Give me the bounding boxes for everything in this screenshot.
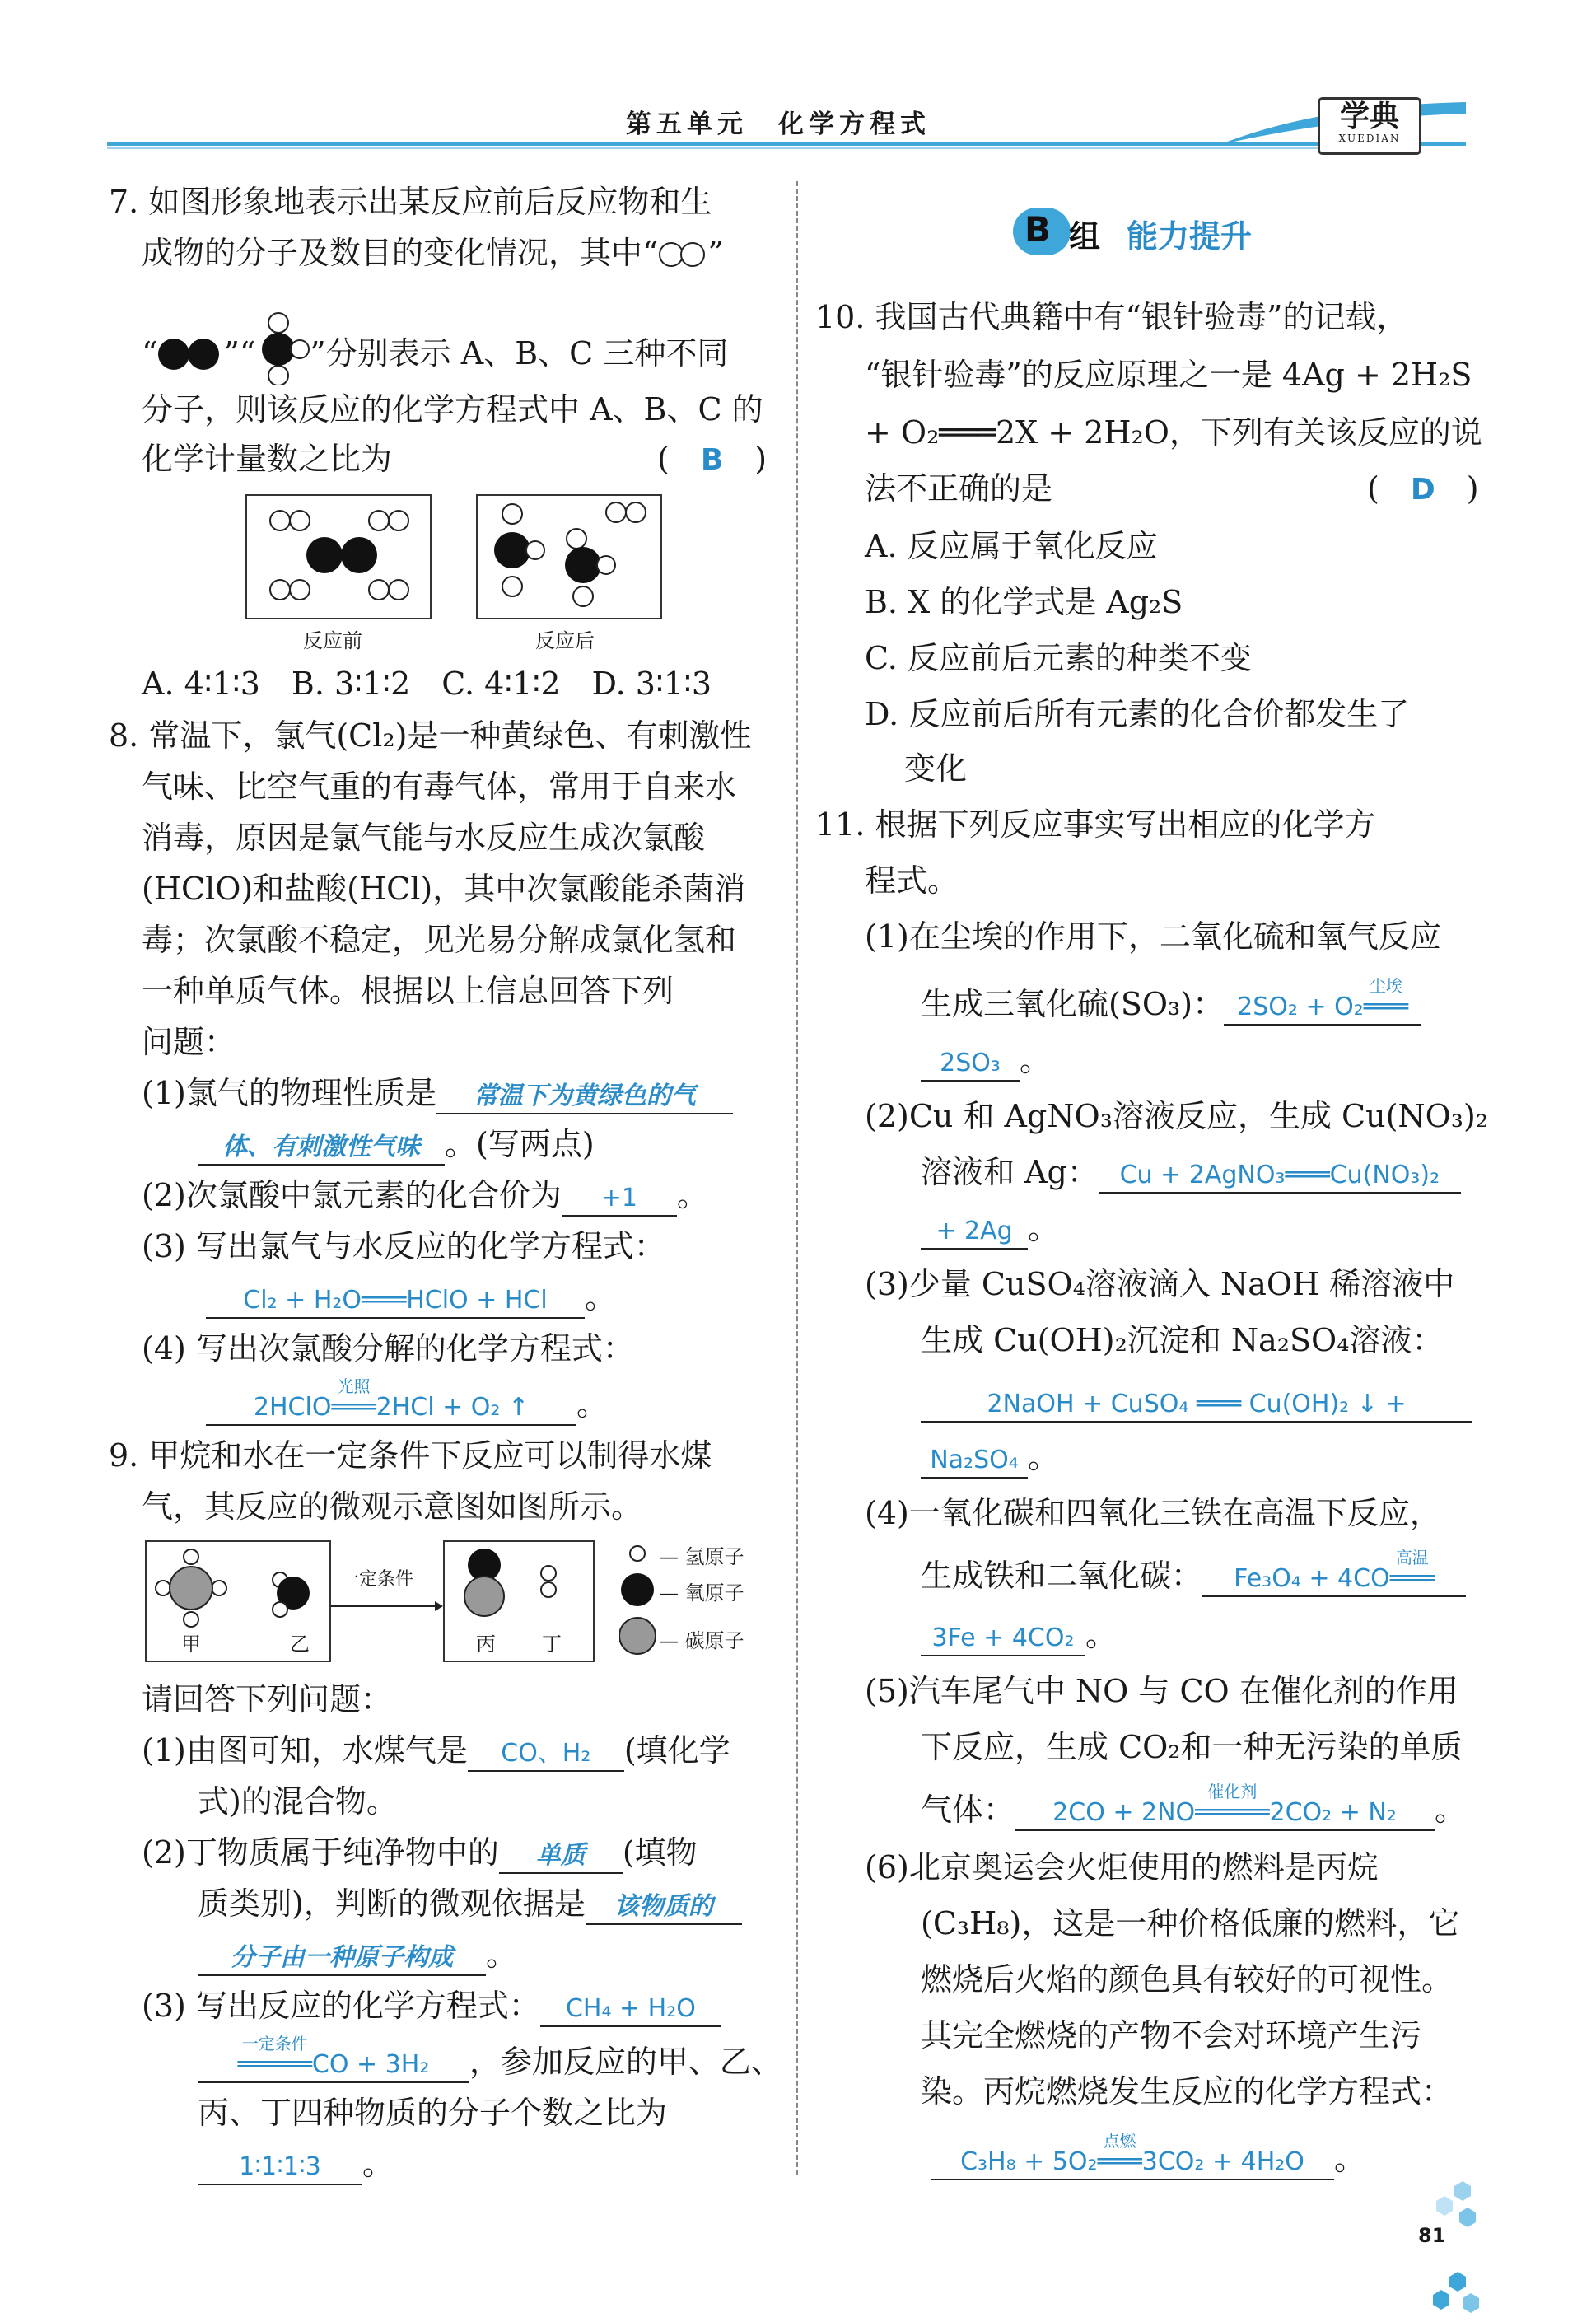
q11-a1b-blank: [921, 1044, 1020, 1082]
q11-a3b: Na₂SO₄: [930, 1446, 1019, 1474]
q8-a3: Cl₂ + H₂O═══HClO + HCl: [243, 1286, 548, 1315]
q10-answer: D: [1410, 473, 1435, 507]
q11-s4b: [921, 1548, 1466, 1597]
q9-s3: [142, 1985, 721, 2027]
q11-s2b-text: 溶液和 Ag：: [921, 1154, 1099, 1190]
q7-caption-after: 反应后: [535, 629, 595, 652]
q9-s1: [142, 1730, 730, 1772]
q9-legend-c: — 碳原子: [659, 1629, 744, 1652]
q10-answer-bracket: ( D ): [1367, 468, 1479, 511]
q11-a4b: 3Fe + 4CO₂: [931, 1624, 1075, 1652]
q9-a1-blank: [468, 1734, 624, 1772]
q7-line5: 化学计量数之比为: [142, 441, 393, 477]
q11-a2a-blank: [1099, 1156, 1461, 1194]
q11-a2b-blank: [921, 1212, 1028, 1250]
q11-s1a: (1)在尘埃的作用下，二氧化硫和氧气反应: [865, 918, 1441, 955]
q9-s2-l3: 分子由一种原子构成 。: [198, 1934, 517, 1976]
q9-s2: [142, 1832, 698, 1874]
q9-a1: CO、H₂: [501, 1739, 591, 1768]
q9-right-box: [443, 1540, 595, 1662]
q11-a3b-blank: [921, 1441, 1028, 1479]
q11-s3-l4: Na₂SO₄ 。: [921, 1437, 1059, 1479]
q7-options: A. 4∶1∶3 B. 3∶1∶2 C. 4∶1∶2 D. 3∶1∶3: [142, 666, 712, 702]
q7-line4: 分子，则该反应的化学方程式中 A、B、C 的: [142, 391, 763, 427]
q8-a4-condition: 光照 ═══: [331, 1391, 376, 1424]
q9-s2-text: (2)丁物质属于纯净物中的: [142, 1834, 499, 1871]
q10-option-c: C. 反应前后元素的种类不变: [865, 640, 1252, 676]
section-b-heading: [1013, 208, 1260, 255]
q11-s1-l3: 2SO₃ 。: [921, 1040, 1051, 1082]
q10-line1: 10. 我国古代典籍中有“银针验毒”的记载，: [815, 299, 1408, 335]
q9-a3c-blank: [198, 2147, 362, 2185]
q10-line4: 法不正确的是: [865, 470, 1053, 507]
q8-line1: 8. 常温下，氯气(Cl₂)是一种黄绿色、有刺激性: [109, 717, 752, 754]
q11-a4-condition: 高温 ═══: [1390, 1563, 1435, 1595]
q11-s2a: (2)Cu 和 AgNO₃溶液反应，生成 Cu(NO₃)₂: [865, 1098, 1489, 1134]
q8-a1b-blank: [198, 1128, 445, 1166]
q8-a4-blank: [206, 1376, 576, 1426]
q11-a3a-blank: [921, 1385, 1472, 1423]
q9-a3c: 1∶1∶1∶3: [239, 2152, 321, 2181]
q9-s2-l2-text: 质类别)，判断的微观依据是: [198, 1885, 586, 1922]
q7-line2: [142, 232, 724, 273]
q11-s4a: (4)一氧化碳和四氧化三铁在高温下反应，: [865, 1495, 1441, 1531]
page-number: 81: [1418, 2224, 1446, 2247]
q11-s5b: 下反应，生成 CO₂和一种无污染的单质: [921, 1729, 1463, 1765]
q11-s4b-text: 生成铁和二氧化碳：: [921, 1558, 1203, 1594]
q7-line3-mid1: ”“: [223, 335, 256, 371]
q8-a2: +1: [600, 1184, 637, 1212]
q11-s6b: (C₃H₈)，这是一种价格低廉的燃料，它: [921, 1905, 1460, 1941]
q11-a4a: Fe₃O₄ + 4CO: [1234, 1564, 1390, 1593]
q9-s1-text: (1)由图可知，水煤气是: [142, 1732, 468, 1768]
q11-s6c: 燃烧后火焰的颜色具有较好的可视性。: [921, 1961, 1454, 1997]
q8-line2: 气味、比空气重的有毒气体，常用于自来水: [142, 769, 737, 805]
q11-s6a: (6)北京奥运会火炬使用的燃料是丙烷: [865, 1849, 1379, 1885]
q11-s5c-text: 气体：: [921, 1792, 1015, 1828]
q7-answer-bracket: ( B ): [657, 438, 767, 481]
q11-s1b: [921, 976, 1421, 1026]
q8-line4: (HClO)和盐酸(HCl)，其中次氯酸能杀菌消: [142, 871, 746, 907]
q8-s2: (2)次氯酸中氯元素的化合价为 +1 。: [142, 1175, 708, 1217]
section-b-letter: B: [1024, 209, 1052, 250]
q9-caption-bing: 丙: [476, 1633, 496, 1656]
molecule-a-icon: [658, 241, 707, 269]
q9-a2-blank: [499, 1836, 623, 1874]
q11-s3b: 生成 Cu(OH)₂沉淀和 Na₂SO₄溶液：: [921, 1322, 1444, 1358]
q9-s3-l4: 1∶1∶1∶3 。: [198, 2143, 394, 2185]
q9-a2: 单质: [535, 1841, 586, 1870]
q9-a3-cond-text: 一定条件: [241, 2034, 308, 2053]
section-b-zu: 组: [1069, 217, 1101, 255]
logo-subtext: XUEDIAN: [1338, 133, 1401, 144]
q8-s4-ans: 2HClO 光照 ═══2HCl + O₂ ↑ 。: [206, 1384, 608, 1426]
q11-a6-condition: 点燃 ═══: [1098, 2146, 1142, 2179]
q11-s2b: [921, 1152, 1461, 1194]
q8-line7: 问题：: [142, 1024, 236, 1060]
q7-before-diagram: [247, 496, 430, 618]
q9-s2-end: (填物: [622, 1834, 698, 1871]
q8-s2-text: (2)次氯酸中氯元素的化合价为: [142, 1177, 562, 1213]
q8-a3-blank: [206, 1281, 585, 1319]
q11-a6-cond-text: 点燃: [1103, 2131, 1136, 2151]
q10-line3: + O₂═══2X + 2H₂O，下列有关该反应的说: [865, 414, 1482, 451]
q11-a1a: 2SO₂ + O₂: [1237, 993, 1364, 1021]
q11-a1-condition: 尘埃 ═══: [1364, 991, 1408, 1024]
q11-a3a: 2NaOH + CuSO₄ ═══ Cu(OH)₂ ↓ +: [987, 1390, 1407, 1418]
q8-a1b: 体、有刺激性气味: [222, 1133, 420, 1161]
q11-line2: 程式。: [865, 862, 959, 899]
q7-after-box: [476, 494, 662, 619]
q9-line3: 请回答下列问题：: [142, 1681, 393, 1717]
q9-line2: 气，其反应的微观示意图如图所示。: [142, 1488, 643, 1525]
q8-line3: 消毒，原因是氯气能与水反应生成次氯酸: [142, 820, 706, 856]
section-b-title: 能力提升: [1127, 217, 1253, 255]
q10-option-b: B. X 的化学式是 Ag₂S: [865, 584, 1183, 620]
q8-s4: (4) 写出次氯酸分解的化学方程式：: [142, 1330, 634, 1367]
q7-line3: “ ”“ ”分别表示 A、B、C 三种不同: [142, 311, 728, 385]
q8-line5: 毒；次氯酸不稳定，见光易分解成氯化氢和: [142, 922, 737, 958]
hexagon-decoration-icon: [1416, 2175, 1491, 2315]
q9-a3-condition: 一定条件 ═════: [238, 2049, 312, 2081]
q11-a6-right: 3CO₂ + 4H₂O: [1141, 2147, 1304, 2176]
q9-s3-text: (3) 写出反应的化学方程式：: [142, 1988, 540, 2024]
q11-a2a: Cu + 2AgNO₃═══Cu(NO₃)₂: [1119, 1161, 1440, 1189]
q9-s3-mid: ，参加反应的甲、乙、: [469, 2044, 783, 2080]
q9-a3a-blank: [540, 1989, 721, 2027]
q7-before-box: [245, 494, 432, 619]
q9-a2b: 该物质的: [614, 1892, 713, 1921]
q11-a6-blank: [931, 2131, 1334, 2180]
header-rule-thin: [107, 147, 1342, 149]
q9-a3b-blank: [198, 2034, 469, 2083]
q11-a5-blank: [1015, 1782, 1435, 1831]
logo-text: 学典: [1339, 99, 1399, 133]
q7-answer: B: [700, 443, 724, 477]
q11-a2b: + 2Ag: [936, 1217, 1013, 1245]
q11-a4a-blank: [1202, 1548, 1466, 1597]
q9-a2c: 分子由一种原子构成: [231, 1943, 453, 1972]
q11-s5c: 气体： 2CO + 2NO 催化剂 ═════2CO₂ + N₂ 。: [921, 1789, 1466, 1831]
q7-caption-before: 反应前: [303, 629, 362, 652]
q9-caption-ding: 丁: [542, 1633, 562, 1656]
q11-s3a: (3)少量 CuSO₄溶液滴入 NaOH 稀溶液中: [865, 1266, 1455, 1302]
q11-a1a-blank: [1224, 976, 1421, 1026]
q11-a5-cond-text: 催化剂: [1207, 1782, 1258, 1801]
q11-s1b-text: 生成三氧化硫(SO₃)：: [921, 986, 1225, 1022]
q9-legend-h: — 氢原子: [659, 1545, 744, 1568]
q8-a1a: 常温下为黄绿色的气: [473, 1082, 696, 1110]
molecule-c-icon: [255, 311, 310, 385]
q8-a2-blank: [562, 1179, 677, 1217]
q11-a1-cond-text: 尘埃: [1369, 976, 1402, 996]
q11-a5-left: 2CO + 2NO: [1052, 1798, 1196, 1827]
q8-s3: (3) 写出氯气与水反应的化学方程式：: [142, 1228, 665, 1264]
q7-line2-text: 成物的分子及数目的变化情况，其中“: [142, 235, 659, 271]
q9-s1-end: (填化学: [623, 1732, 730, 1768]
q8-a4-right: 2HCl + O₂ ↑: [376, 1393, 530, 1422]
q9-a2b-blank: [586, 1887, 742, 1925]
q8-s1-text: (1)氯气的物理性质是: [142, 1075, 436, 1111]
q11-s6-ans: C₃H₈ + 5O₂ 点燃 ═══3CO₂ + 4H₂O 。: [931, 2138, 1365, 2180]
molecule-b-icon: [157, 338, 223, 371]
q8-a4-left: 2HClO: [253, 1393, 332, 1422]
header-title: 第五单元 化学方程式: [626, 110, 931, 139]
q11-s6d: 其完全燃烧的产物不会对环境产生污: [921, 2017, 1422, 2053]
q11-a4b-blank: [921, 1619, 1085, 1656]
q8-s1-cont: [198, 1124, 595, 1166]
q8-s1-end: 。(写两点): [445, 1126, 595, 1162]
q9-s3-l3: 丙、丁四种物质的分子个数之比为: [198, 2095, 668, 2131]
q10-option-d1: D. 反应前后所有元素的化合价都发生了: [865, 696, 1410, 732]
q9-s3-l2: [198, 2034, 783, 2083]
q10-option-a: A. 反应属于氧化反应: [865, 528, 1158, 564]
q11-a5-condition: 催化剂 ═════: [1195, 1796, 1269, 1829]
q8-a4-cond-text: 光照: [337, 1376, 371, 1396]
q10-option-d2: 变化: [904, 750, 968, 787]
q9-arrow-text: 一定条件: [341, 1569, 414, 1590]
q9-a3b: CO + 3H₂: [311, 2050, 430, 2079]
q9-caption-jia: 甲: [181, 1633, 201, 1656]
q9-s2-l2: [198, 1883, 742, 1925]
q11-s2-l3: + 2Ag 。: [921, 1208, 1059, 1250]
q11-s3-l3: [921, 1381, 1472, 1423]
q11-a1b: 2SO₃: [940, 1049, 1001, 1077]
q11-line1: 11. 根据下列反应事实写出相应的化学方: [815, 806, 1376, 843]
q11-s4-l3: 3Fe + 4CO₂ 。: [921, 1614, 1117, 1656]
q7-line3-mid2: ”分别表示 A、B、C 三种不同: [310, 335, 729, 371]
q9-caption-yi: 乙: [290, 1633, 310, 1656]
q8-s3-ans: Cl₂ + H₂O═══HClO + HCl 。: [206, 1277, 616, 1319]
q9-a2c-blank: [198, 1938, 486, 1976]
q8-line6: 一种单质气体。根据以上信息回答下列: [142, 973, 674, 1009]
column-divider: [796, 181, 798, 2175]
q11-s6e: 染。丙烷燃烧发生反应的化学方程式：: [921, 2073, 1454, 2109]
q9-legend-icons: [619, 1539, 660, 1670]
q11-a5-right: 2CO₂ + N₂: [1269, 1798, 1397, 1827]
q11-s5a: (5)汽车尾气中 NO 与 CO 在催化剂的作用: [865, 1673, 1458, 1709]
q9-s1-l2: 式)的混合物。: [198, 1783, 398, 1820]
q10-line2: “银针验毒”的反应原理之一是 4Ag + 2H₂S: [865, 357, 1472, 393]
q7-line1: 7. 如图形象地表示出某反应前后反应物和生: [109, 184, 712, 220]
q11-a6-left: C₃H₈ + 5O₂: [960, 2147, 1098, 2176]
q7-line2-end: ”: [707, 235, 724, 271]
q9-a3a: CH₄ + H₂O: [565, 1994, 696, 2023]
logo: [1318, 97, 1421, 155]
q8-a1a-blank: [436, 1077, 733, 1114]
q9-legend-o: — 氧原子: [659, 1581, 744, 1605]
q9-products-diagram: [445, 1542, 593, 1661]
q9-line1: 9. 甲烷和水在一定条件下反应可以制得水煤: [109, 1437, 712, 1474]
q8-s1: [142, 1072, 733, 1114]
q11-a4-cond-text: 高温: [1395, 1548, 1429, 1567]
q7-after-diagram: [478, 496, 660, 618]
